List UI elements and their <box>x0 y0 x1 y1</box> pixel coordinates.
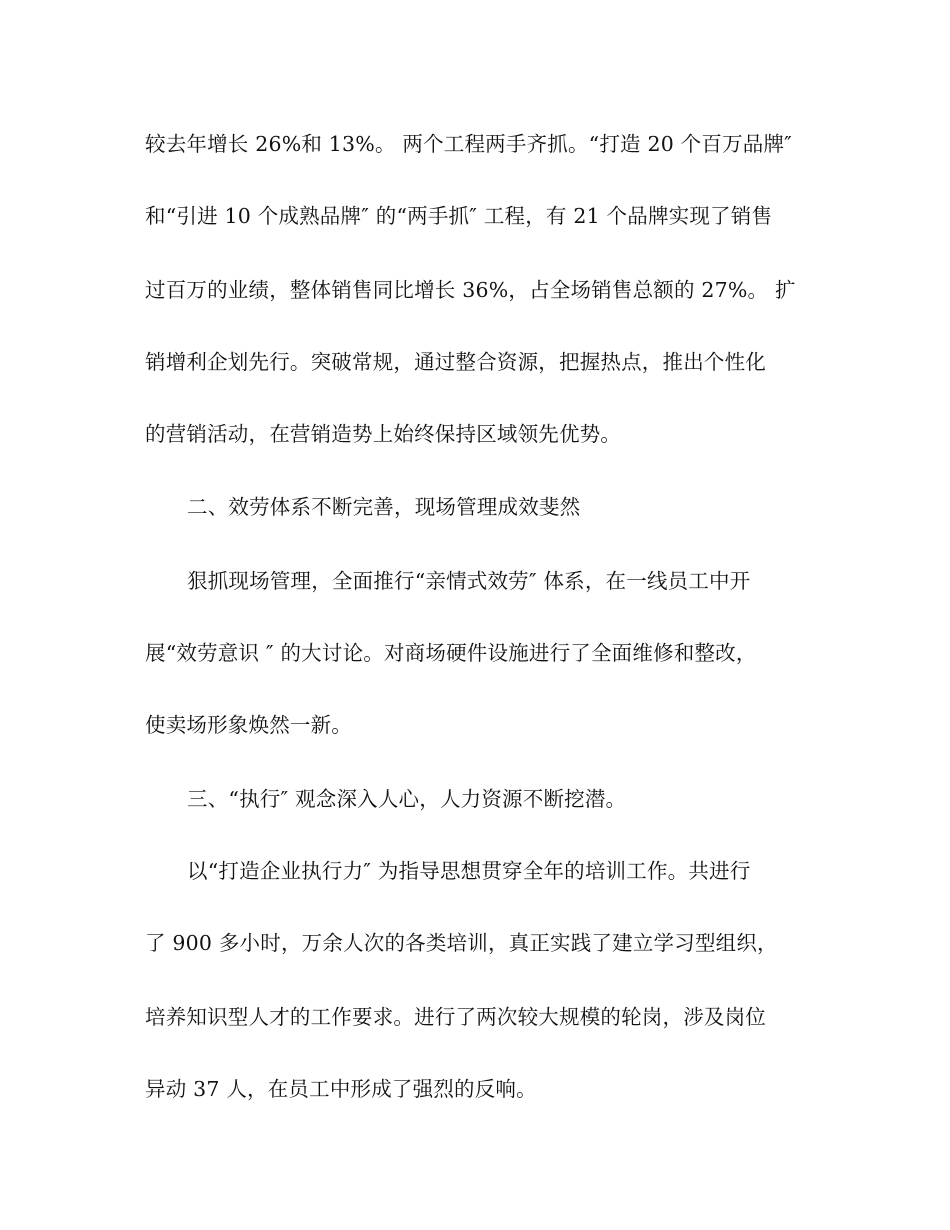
text-line: 异动 37 人，在员工中形成了强烈的反响。 <box>145 1077 537 1101</box>
section-heading: 三、“执行″ 观念深入人心，人力资源不断挖潜。 <box>187 787 627 811</box>
text-line: 使卖场形象焕然一新。 <box>145 713 352 737</box>
text-line: 的营销活动，在营销造势上始终保持区域领先优势。 <box>145 422 622 446</box>
section-heading: 二、效劳体系不断完善，现场管理成效斐然 <box>187 495 581 519</box>
text-line: 和“引进 10 个成熟品牌″ 的“两手抓″ 工程，有 21 个品牌实现了销售 <box>145 204 773 228</box>
text-line: 展“效劳意识 ″ 的大讨论。对商场硬件设施进行了全面维修和整改， <box>145 641 757 665</box>
text-line: 培养知识型人才的工作要求。进行了两次较大规模的轮岗，涉及岗位 <box>145 1005 766 1029</box>
text-line: 过百万的业绩，整体销售同比增长 36%，占全场销售总额的 27%。 扩 <box>145 278 796 302</box>
text-line: 销增利企划先行。突破常规，通过整合资源，把握热点，推出个性化 <box>145 350 766 374</box>
text-line: 以“打造企业执行力″ 为指导思想贯穿全年的培训工作。共进行 <box>187 859 751 883</box>
text-line: 了 900 多小时，万余人次的各类培训，真正实践了建立学习型组织， <box>145 931 778 955</box>
text-line: 较去年增长 26%和 13%。 两个工程两手齐抓。“打造 20 个百万品牌″ <box>145 132 793 156</box>
text-line: 狠抓现场管理，全面推行“亲情式效劳″ 体系，在一线员工中开 <box>187 569 751 593</box>
